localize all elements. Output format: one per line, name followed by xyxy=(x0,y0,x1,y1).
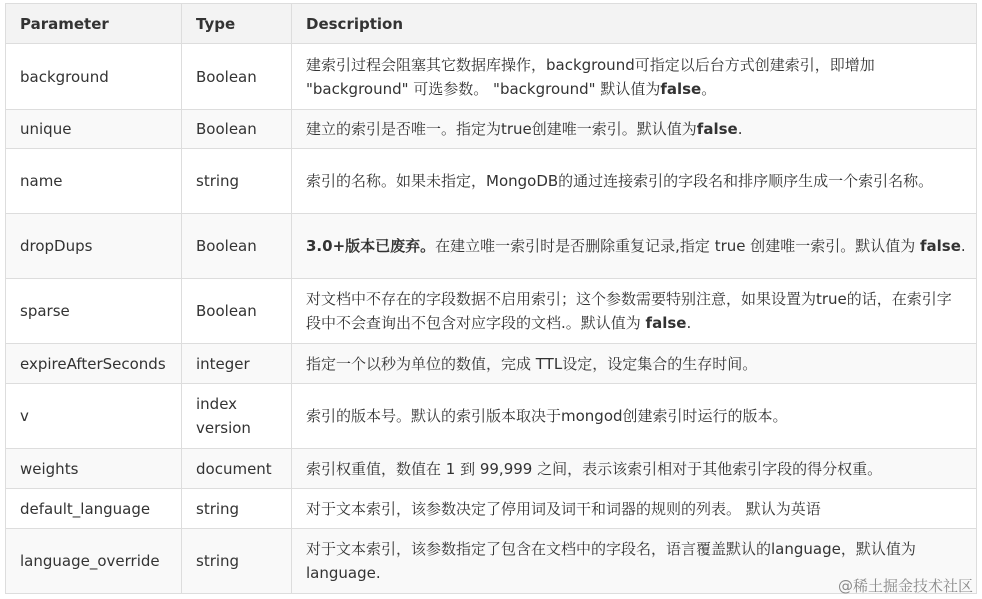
type-cell: Boolean xyxy=(182,110,292,149)
param-cell: default_language xyxy=(6,489,182,529)
description-tail: 。 xyxy=(701,79,717,98)
table-row xyxy=(6,110,977,149)
default-value: false xyxy=(696,120,738,138)
default-value: false xyxy=(660,79,702,98)
parameters-table xyxy=(5,3,977,594)
table-row xyxy=(6,384,977,449)
description-cell xyxy=(292,214,977,279)
default-value: false xyxy=(920,237,961,255)
header-type: Type xyxy=(182,4,292,44)
param-cell: unique xyxy=(6,110,182,149)
param-cell: weights xyxy=(6,449,182,489)
type-cell: document xyxy=(182,449,292,489)
description-cell: 指定一个以秒为单位的数值，完成 TTL设定，设定集合的生存时间。 xyxy=(292,344,977,384)
table-row xyxy=(6,44,977,110)
param-cell: background xyxy=(6,44,182,110)
description-cell xyxy=(292,44,977,110)
table-row xyxy=(6,149,977,214)
type-cell: Boolean xyxy=(182,279,292,344)
type-cell: index version xyxy=(182,384,292,449)
table-row xyxy=(6,529,977,594)
description-text: 对文档中不存在的字段数据不启用索引；这个参数需要特别注意，如果设置为true的话，在索引字段中不会查询出不包含对应字段的文档.。默认值为 xyxy=(306,290,952,332)
description-cell: 对于文本索引，该参数决定了停用词及词干和词器的规则的列表。 默认为英语 xyxy=(292,489,977,529)
description-cell: 索引的版本号。默认的索引版本取决于mongod创建索引时运行的版本。 xyxy=(292,384,977,449)
param-cell: name xyxy=(6,149,182,214)
description-cell: 对于文本索引，该参数指定了包含在文档中的字段名，语言覆盖默认的language，默认值为 language. xyxy=(292,529,977,594)
deprecation-note: 3.0+版本已废弃。 xyxy=(306,237,436,255)
type-cell: string xyxy=(182,489,292,529)
header-description: Description xyxy=(292,4,977,44)
param-cell: dropDups xyxy=(6,214,182,279)
table-row xyxy=(6,214,977,279)
param-cell: language_override xyxy=(6,529,182,594)
param-cell: sparse xyxy=(6,279,182,344)
description-text: 在建立唯一索引时是否删除重复记录,指定 true 创建唯一索引。默认值为 xyxy=(435,237,921,255)
type-cell: Boolean xyxy=(182,44,292,110)
param-cell: v xyxy=(6,384,182,449)
description-cell: 索引的名称。如果未指定，MongoDB的通过连接索引的字段名和排序顺序生成一个索引名称。 xyxy=(292,149,977,214)
table-row xyxy=(6,449,977,489)
type-cell: integer xyxy=(182,344,292,384)
default-value: false xyxy=(645,314,687,332)
type-cell: string xyxy=(182,149,292,214)
table-row xyxy=(6,489,977,529)
type-cell: string xyxy=(182,529,292,594)
description-tail: . xyxy=(686,314,692,332)
description-tail: . xyxy=(737,120,743,138)
type-cell: Boolean xyxy=(182,214,292,279)
description-text: 建索引过程会阻塞其它数据库操作，background可指定以后台方式创建索引，即增加 "background" 可选参数。 "background" 默认值为 xyxy=(306,55,875,98)
param-cell: expireAfterSeconds xyxy=(6,344,182,384)
description-tail: . xyxy=(960,237,966,255)
header-row xyxy=(6,4,977,44)
description-cell xyxy=(292,279,977,344)
description-cell xyxy=(292,110,977,149)
table-row xyxy=(6,344,977,384)
table-row xyxy=(6,279,977,344)
watermark-text: @稀土掘金技术社区 xyxy=(837,577,973,595)
description-text: 建立的索引是否唯一。指定为true创建唯一索引。默认值为 xyxy=(306,120,697,138)
description-cell: 索引权重值，数值在 1 到 99,999 之间，表示该索引相对于其他索引字段的得分权重。 xyxy=(292,449,977,489)
header-parameter: Parameter xyxy=(6,4,182,44)
